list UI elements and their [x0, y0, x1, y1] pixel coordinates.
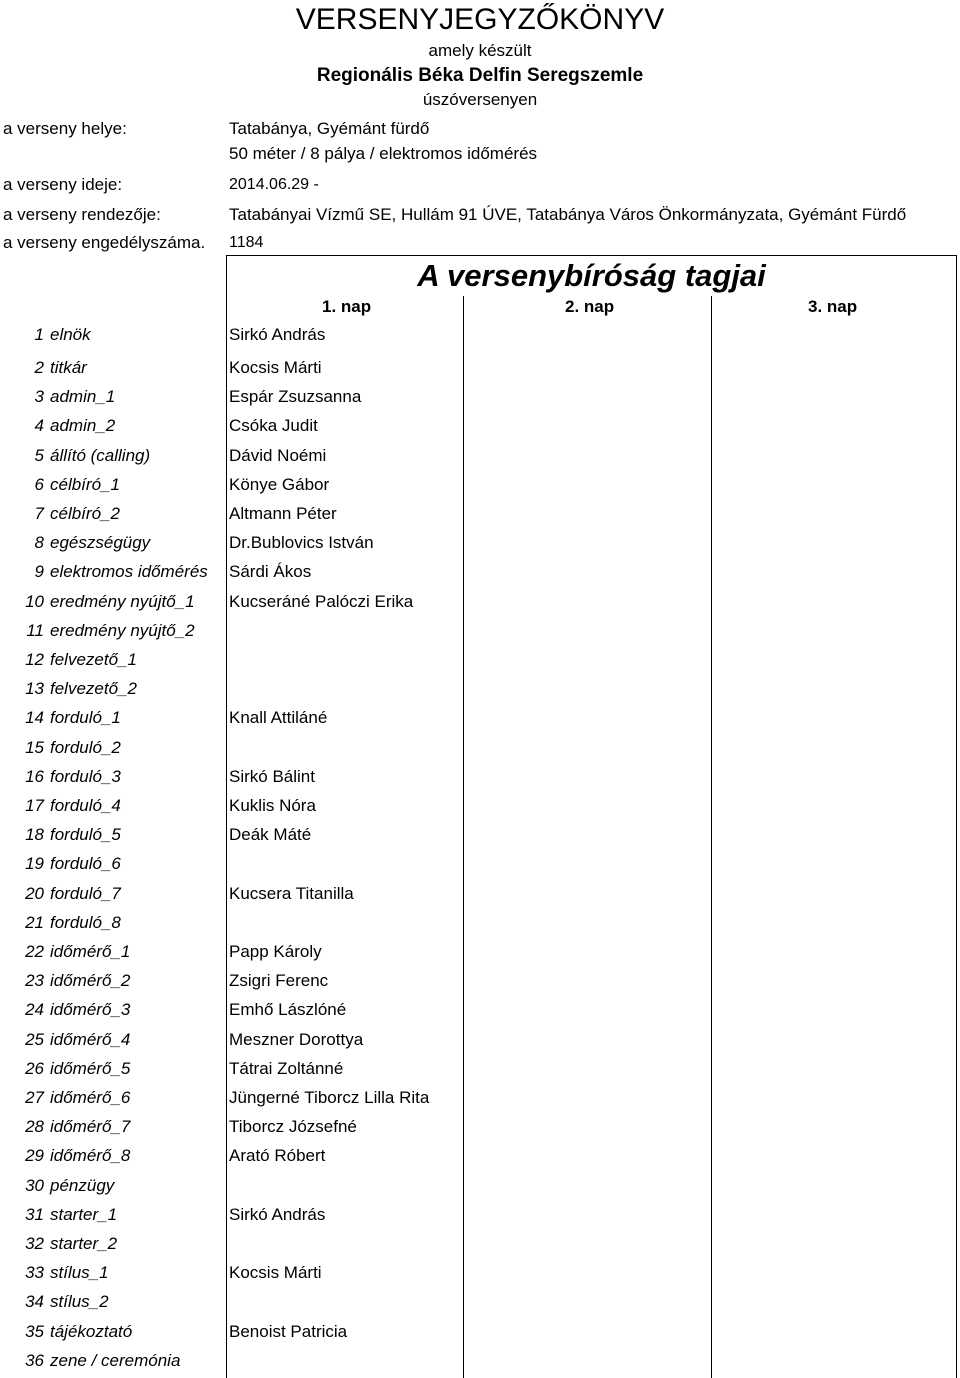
row-role: célbíró_1 — [50, 474, 120, 494]
row-person-name: Sirkó András — [229, 1204, 326, 1224]
row-person-name: Altmann Péter — [229, 504, 337, 523]
row-person-name: Kuklis Nóra — [229, 796, 316, 815]
row-number: 4 — [34, 416, 44, 436]
row-number: 21 — [25, 912, 44, 932]
row-role: forduló_2 — [50, 737, 121, 757]
row-number: 35 — [25, 1321, 44, 1341]
row-person-name: Kocsis Márti — [229, 1263, 322, 1283]
row-role: eredmény nyújtő_2 — [50, 620, 195, 640]
row-person-name: Dr.Bublovics István — [229, 533, 374, 553]
row-role: starter_1 — [50, 1204, 118, 1224]
pool-value: 50 méter / 8 pálya / elektromos időmérés — [229, 144, 538, 163]
day-3-header: 3. nap — [808, 297, 858, 316]
row-role: felvezető_2 — [50, 679, 137, 699]
row-role: forduló_7 — [50, 883, 121, 903]
row-number: 7 — [34, 504, 44, 523]
license-value: 1184 — [229, 234, 264, 251]
row-role: időmérő_4 — [50, 1029, 131, 1049]
date-value: 2014.06.29 - — [229, 176, 319, 193]
row-person-name: Dávid Noémi — [229, 445, 327, 465]
row-person-name: Sárdi Ákos — [229, 562, 312, 582]
row-number: 11 — [26, 620, 44, 640]
row-number: 32 — [25, 1234, 44, 1253]
row-number: 9 — [34, 562, 44, 582]
place-label: a verseny helye: — [3, 119, 127, 138]
row-person-name: Könye Gábor — [229, 474, 330, 494]
row-role: tájékoztató — [50, 1321, 133, 1341]
row-number: 28 — [25, 1117, 44, 1137]
row-role: állító (calling) — [50, 445, 151, 465]
row-number: 12 — [25, 650, 44, 669]
row-person-name: Papp Károly — [229, 942, 322, 961]
panel-title: A versenybíróság tagjai — [417, 258, 766, 293]
row-person-name: Csóka Judit — [229, 416, 318, 436]
day-1-header: 1. nap — [322, 297, 372, 316]
jury-panel — [226, 255, 957, 1378]
row-number: 5 — [34, 445, 44, 465]
license-label: a verseny engedélyszáma. — [3, 233, 206, 252]
event-type: úszóversenyen — [422, 90, 538, 109]
row-role: forduló_4 — [50, 796, 121, 815]
row-role: időmérő_3 — [50, 1000, 131, 1020]
row-role: eredmény nyújtő_1 — [50, 591, 195, 611]
row-number: 34 — [25, 1292, 44, 1312]
organizer-label: a verseny rendezője: — [3, 205, 161, 224]
row-person-name: Arató Róbert — [229, 1146, 326, 1166]
row-number: 6 — [34, 474, 44, 494]
row-role: egészségügy — [50, 533, 151, 553]
row-person-name: Deák Máté — [229, 825, 312, 845]
row-number: 8 — [34, 533, 44, 553]
row-role: pénzügy — [50, 1175, 115, 1195]
row-role: időmérő_8 — [50, 1146, 131, 1166]
row-number: 18 — [25, 825, 44, 845]
row-number: 2 — [34, 358, 44, 377]
row-person-name: Sirkó András — [229, 325, 326, 344]
row-role: forduló_5 — [50, 825, 121, 845]
row-number: 23 — [25, 971, 44, 991]
row-role: forduló_8 — [50, 912, 121, 932]
row-number: 22 — [25, 942, 44, 961]
row-number: 15 — [25, 737, 44, 757]
row-role: forduló_1 — [50, 708, 121, 728]
row-person-name: Meszner Dorottya — [229, 1029, 364, 1049]
row-role: időmérő_1 — [50, 942, 131, 961]
row-person-name: Espár Zsuzsanna — [229, 387, 362, 407]
row-person-name: Benoist Patricia — [229, 1321, 348, 1341]
row-number: 13 — [25, 679, 44, 699]
row-number: 33 — [25, 1263, 44, 1283]
row-number: 31 — [25, 1204, 44, 1224]
document-title: VERSENYJEGYZŐKÖNYV — [295, 3, 665, 36]
row-number: 36 — [25, 1350, 44, 1370]
event-name: Regionális Béka Delfin Seregszemle — [316, 65, 644, 86]
row-person-name: Sirkó Bálint — [229, 766, 315, 786]
row-role: időmérő_6 — [50, 1088, 131, 1107]
row-person-name: Emhő Lászlóné — [229, 1000, 347, 1020]
row-number: 17 — [25, 796, 44, 815]
row-number: 26 — [25, 1058, 44, 1078]
row-role: stílus_2 — [50, 1292, 109, 1312]
row-number: 3 — [34, 387, 44, 407]
row-number: 30 — [25, 1175, 44, 1195]
row-person-name: Kucsera Titanilla — [229, 883, 354, 903]
subtitle-made: amely készült — [428, 41, 532, 60]
row-role: időmérő_7 — [50, 1117, 131, 1137]
row-number: 24 — [25, 1000, 44, 1020]
row-number: 1 — [34, 325, 44, 344]
row-number: 27 — [25, 1088, 44, 1107]
row-role: admin_2 — [50, 416, 116, 436]
row-role: elektromos időmérés — [50, 562, 208, 582]
day-2-header: 2. nap — [565, 297, 615, 316]
row-number: 16 — [25, 766, 44, 786]
row-role: titkár — [50, 358, 87, 377]
row-role: zene / ceremónia — [50, 1350, 181, 1370]
row-number: 14 — [25, 708, 44, 728]
row-role: időmérő_2 — [50, 971, 131, 991]
row-role: stílus_1 — [50, 1263, 109, 1283]
row-role: időmérő_5 — [50, 1058, 131, 1078]
row-person-name: Kocsis Márti — [229, 358, 322, 377]
row-role: célbíró_2 — [50, 504, 120, 523]
row-number: 20 — [25, 883, 44, 903]
row-number: 25 — [25, 1029, 44, 1049]
column-divider — [463, 296, 464, 1378]
date-label: a verseny ideje: — [3, 175, 123, 194]
row-person-name: Jüngerné Tiborcz Lilla Rita — [229, 1088, 430, 1107]
row-person-name: Zsigri Ferenc — [229, 971, 329, 991]
row-role: forduló_6 — [50, 854, 121, 874]
row-number: 10 — [25, 591, 44, 611]
column-divider — [711, 296, 712, 1378]
row-number: 29 — [25, 1146, 44, 1166]
place-value: Tatabánya, Gyémánt fürdő — [229, 119, 430, 138]
row-role: admin_1 — [50, 387, 116, 407]
row-person-name: Kucseráné Palóczi Erika — [229, 591, 414, 611]
row-role: forduló_3 — [50, 766, 121, 786]
row-person-name: Knall Attiláné — [229, 708, 328, 728]
row-role: starter_2 — [50, 1234, 118, 1253]
organizer-value: Tatabányai Vízmű SE, Hullám 91 ÚVE, Tatabánya Város Önkormányzata, Gyémánt Fürdő — [229, 205, 907, 224]
row-role: elnök — [50, 325, 91, 344]
row-number: 19 — [25, 854, 44, 874]
row-person-name: Tiborcz Józsefné — [229, 1117, 357, 1137]
row-person-name: Tátrai Zoltánné — [229, 1058, 344, 1078]
row-role: felvezető_1 — [50, 650, 137, 669]
